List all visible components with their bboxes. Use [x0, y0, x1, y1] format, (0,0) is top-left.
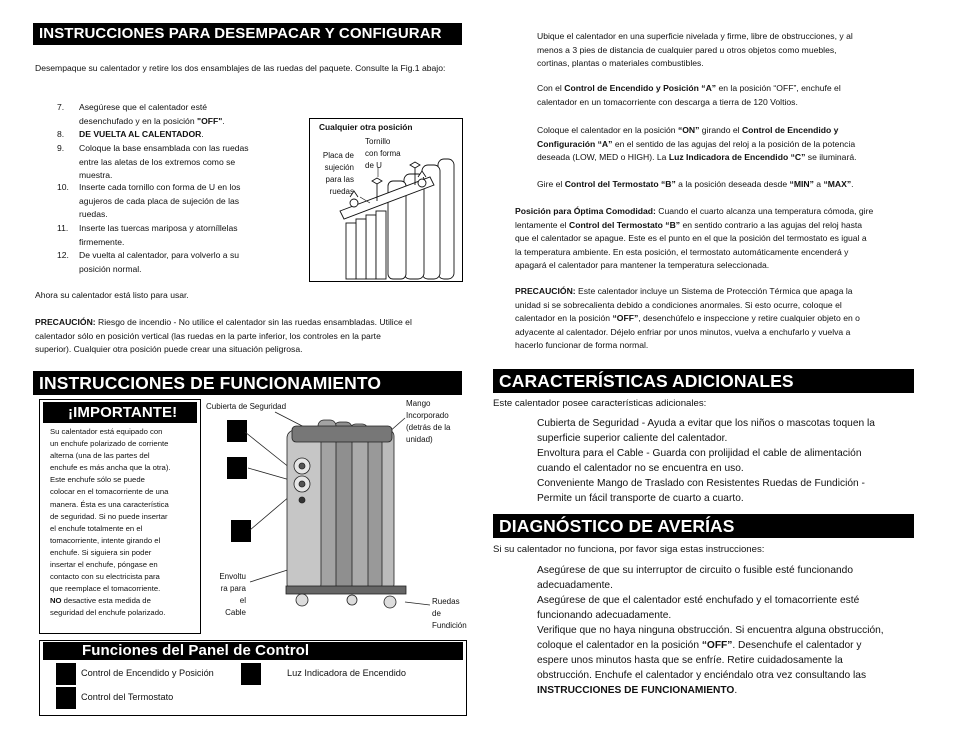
ready-text: Ahora su calentador está listo para usar.	[35, 290, 189, 300]
panel-item-thermostat: Control del Termostato	[81, 692, 174, 702]
features-intro: Este calentador posee características adicionales:	[493, 398, 707, 409]
thermal-caution-paragraph: PRECAUCIÓN: Este calentador incluye un Sistema de Protección Térmica que apaga la unidad si se sobrecalienta debido a condiciones anormales. Si esto ocurre, coloque el calentador en la posición “OFF”, desenchúfelo e inspeccione y retire cualquier objeto en o adyacente al calentador. Déjelo enfriar por unos minutos, vuelva a enchufarlo y vuelva a hacerlo funcionar de forma normal.	[515, 286, 860, 350]
cord-wrap-label: Envoltu ra para el Cable	[219, 572, 246, 617]
panel-marker-a	[56, 663, 76, 685]
operation-heading: INSTRUCCIONES DE FUNCIONAMIENTO	[33, 371, 462, 395]
important-text: Su calentador está equipado con un enchufe polarizado de corriente alterna (una de las partes del enchufe es más ancha que la otra). Este enchufe sólo se puede colocar en el tomacorriente de una manera. Ésta es una característica de seguridad. Si no puede insertar el enchufe totalmente en el tomacorriente, intente girando el enchufe. Si siguiera sin poder insertar el enchufe, póngase en contacto con su electricista para que reemplace el tomacorriente. NO desactive esta medida de seguridad del enchufe polarizado.	[50, 427, 171, 618]
unpack-intro: Desempaque su calentador y retire los dos ensamblajes de las ruedas del paquete. Consulte la Fig.1 abajo:	[35, 63, 446, 73]
control-panel-heading: Funciones del Panel de Control	[43, 642, 463, 660]
plate-label: Placa de sujeción para las ruedas	[322, 151, 354, 196]
unpack-caution: PRECAUCIÓN: Riesgo de incendio - No utilice el calentador sin las ruedas ensambladas. Utilice el calentador sólo en posición vertical (las ruedas en la parte inferior, los controles en la parte superior). Cualquier otra posición puede crear una situación peligrosa.	[35, 317, 412, 354]
figure-title: Cualquier otra posición	[319, 122, 413, 132]
troubleshooting-list: Asegúrese de que su interruptor de circuito o fusible esté funcionando adecuadamente. Asegúrese de que el calentador esté enchufado y el tomacorriente esté funcionando adecuadamente. Verifique que no haya ninguna obstrucción. Si encuentra alguna obstrucción, coloque el calentador en la posición “OFF”. Desenchufe el calentador y espere unos minutos hasta que se enfríe. Retire cuidadosamente la obstrucción. Enchufe el calentador y enciéndalo otra vez consultando las INSTRUCCIONES DE FUNCIONAMIENTO.	[537, 565, 884, 696]
panel-item-power: Control de Encendido y Posición	[81, 668, 214, 678]
thermostat-paragraph: Gire el Control del Termostato “B” a la posición deseada desde “MIN” a “MAX”.	[537, 179, 854, 189]
unpack-heading: INSTRUCCIONES PARA DESEMPACAR Y CONFIGURAR	[33, 23, 462, 45]
wheel-assembly-figure	[309, 118, 463, 282]
panel-marker-c	[241, 663, 261, 685]
placement-paragraph: Ubique el calentador en una superficie nivelada y firme, libre de obstrucciones, y al menos a 3 pies de distancia de cualquier pared u otros objetos como muebles, cortinas, plantas o materiales combustibles.	[537, 31, 853, 68]
power-on-paragraph: Coloque el calentador en la posición “ON” girando el Control de Encendido y Configuración “A” en el sentido de las agujas del reloj a la posición de la potencia deseada (LOW, MED o HIGH). La Luz Indicadora de Encendido “C” se iluminará.	[537, 125, 857, 162]
important-box	[39, 399, 201, 634]
features-heading: CARACTERÍSTICAS ADICIONALES	[493, 369, 914, 393]
comfort-paragraph: Posición para Óptima Comodidad: Cuando el cuarto alcanza una temperatura cómoda, gire lentamente el Control del Termostato “B” en sentido contrario a las agujas del reloj hasta que el calentador se apague. Este es el punto en el que la posición del termostato es igual a la temperatura ambiente. En esta posición, el termostato automáticamente encenderá y apagará el calentador para mantener la temperatura seleccionada.	[515, 206, 874, 270]
features-list: Cubierta de Seguridad - Ayuda a evitar que los niños o mascotas toquen la superficie superior caliente del calentador. Envoltura para el Cable - Guarda con prolijidad el cable de alimentación cuando el calentador no se encuentra en uso. Conveniente Mango de Traslado con Resistentes Ruedas de Fundición - Permite un fácil transporte de cuarto a cuarto.	[537, 418, 875, 504]
plug-in-paragraph: Con el Control de Encendido y Posición “A” en la posición “OFF”, enchufe el calentador en un tomacorriente con descarga a tierra de 120 Voltios.	[537, 83, 841, 107]
safety-cover-label: Cubierta de Seguridad	[206, 402, 287, 411]
handle-label: Mango Incorporado (detrás de la unidad)	[406, 399, 451, 444]
screw-label: Tornillo con forma de U	[365, 137, 401, 170]
troubleshooting-intro: Si su calentador no funciona, por favor siga estas instrucciones:	[493, 544, 765, 555]
oil-heater-illustration	[230, 400, 430, 615]
panel-marker-b	[56, 687, 76, 709]
control-panel-box	[39, 640, 467, 716]
panel-item-light: Luz Indicadora de Encendido	[287, 668, 407, 678]
wheels-label: Ruedas de Fundición	[432, 597, 467, 630]
troubleshooting-heading: DIAGNÓSTICO DE AVERÍAS	[493, 514, 914, 538]
important-title: ¡IMPORTANTE!	[43, 402, 197, 423]
heater-fins-illustration	[310, 119, 464, 283]
